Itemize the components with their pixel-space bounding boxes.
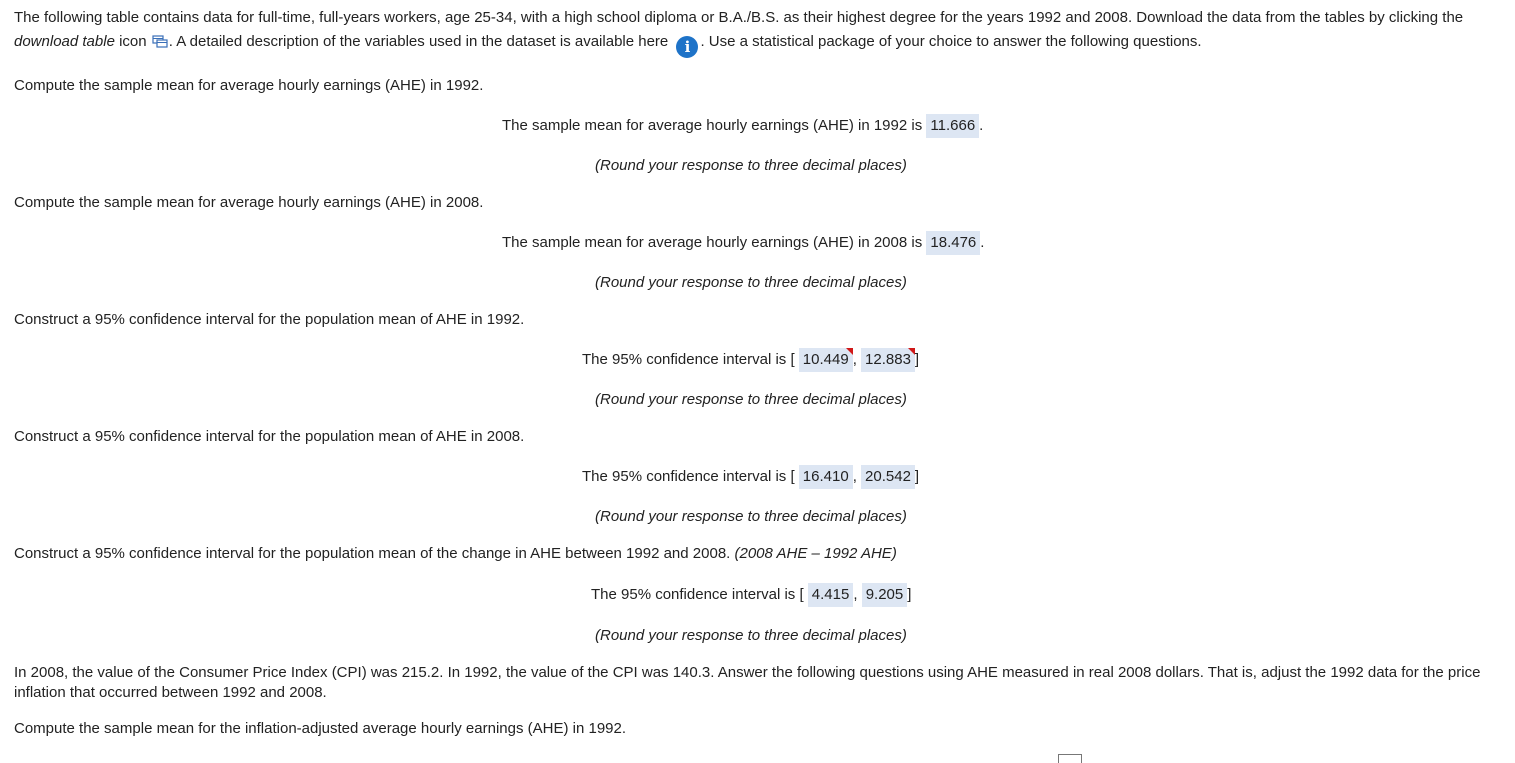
info-icon[interactable]: i bbox=[676, 36, 698, 58]
answer-4-high-input[interactable]: 20.542 bbox=[861, 465, 915, 489]
answer-5-low-input[interactable]: 4.415 bbox=[808, 583, 854, 607]
question-5-text: Construct a 95% confidence interval for the population mean of the change in AHE between 1992 and 2008. bbox=[14, 545, 735, 562]
round-hint-4: (Round your response to three decimal places) bbox=[595, 508, 907, 525]
question-6: Compute the sample mean for the inflation-adjusted average hourly earnings (AHE) in 1992. bbox=[14, 720, 627, 737]
round-hint-2: (Round your response to three decimal places) bbox=[595, 274, 907, 291]
answer-3-sep: , bbox=[852, 351, 857, 368]
answer-4-prefix: The 95% confidence interval is [ bbox=[582, 468, 795, 485]
answer-2-input[interactable]: 18.476 bbox=[926, 231, 980, 255]
intro-paragraph bbox=[14, 6, 1509, 58]
answer-3-prefix: The 95% confidence interval is [ bbox=[582, 351, 795, 368]
round-hint-1: (Round your response to three decimal places) bbox=[595, 157, 907, 174]
answer-4-low-input[interactable]: 16.410 bbox=[799, 465, 853, 489]
answer-1-suffix: . bbox=[979, 117, 984, 134]
answer-line-1 bbox=[502, 114, 983, 138]
answer-3-close: ] bbox=[914, 351, 920, 368]
question-5-formula: (2008 AHE – 1992 AHE) bbox=[734, 545, 897, 562]
answer-5-close: ] bbox=[907, 586, 912, 603]
answer-line-4 bbox=[582, 465, 919, 489]
cpi-paragraph: In 2008, the value of the Consumer Price Index (CPI) was 215.2. In 1992, the value of the CPI was 140.3. Answer the following questions using AHE measured in real 2008 dollars. That is, adjust the 1992 data for the price inflation that occurred between 1992 and 2008. bbox=[14, 664, 1481, 701]
intro-text-3: . A detailed description of the variables used in the dataset is available here bbox=[168, 33, 673, 50]
answer-4-sep: , bbox=[852, 468, 857, 485]
intro-text-1: The following table contains data for full-time, full-years workers, age 25-34, with a high school diploma or B.A./B.S. as their highest degree for the years 1992 and 2008. Download the data from the tables by clicking the bbox=[14, 9, 1464, 26]
answer-2-suffix: . bbox=[980, 234, 985, 251]
answer-5-high-input[interactable]: 9.205 bbox=[862, 583, 908, 607]
answer-line-5 bbox=[591, 583, 911, 607]
answer-1-prefix: The sample mean for average hourly earnings (AHE) in 1992 is bbox=[502, 117, 923, 134]
round-hint-3: (Round your response to three decimal places) bbox=[595, 391, 907, 408]
download-table-icon[interactable] bbox=[152, 32, 168, 46]
answer-line-3 bbox=[582, 348, 919, 372]
intro-text-4: . Use a statistical package of your choice to answer the following questions. bbox=[700, 33, 1202, 50]
download-table-label: download table bbox=[14, 33, 115, 50]
intro-text-2: icon bbox=[114, 33, 151, 50]
question-2: Compute the sample mean for average hourly earnings (AHE) in 2008. bbox=[14, 194, 484, 211]
answer-4-close: ] bbox=[914, 468, 920, 485]
answer-5-sep: , bbox=[853, 586, 858, 603]
question-5 bbox=[14, 545, 897, 562]
answer-2-prefix: The sample mean for average hourly earnings (AHE) in 2008 is bbox=[502, 234, 923, 251]
answer-3-high-input[interactable]: 12.883 bbox=[861, 348, 915, 372]
question-3: Construct a 95% confidence interval for the population mean of AHE in 1992. bbox=[14, 311, 525, 328]
round-hint-5: (Round your response to three decimal places) bbox=[595, 627, 907, 644]
question-4: Construct a 95% confidence interval for the population mean of AHE in 2008. bbox=[14, 428, 525, 445]
answer-1-input[interactable]: 11.666 bbox=[926, 114, 979, 138]
answer-3-low-input[interactable]: 10.449 bbox=[799, 348, 853, 372]
answer-line-2 bbox=[502, 231, 984, 255]
question-1: Compute the sample mean for average hourly earnings (AHE) in 1992. bbox=[14, 77, 484, 94]
answer-5-prefix: The 95% confidence interval is [ bbox=[591, 586, 804, 603]
